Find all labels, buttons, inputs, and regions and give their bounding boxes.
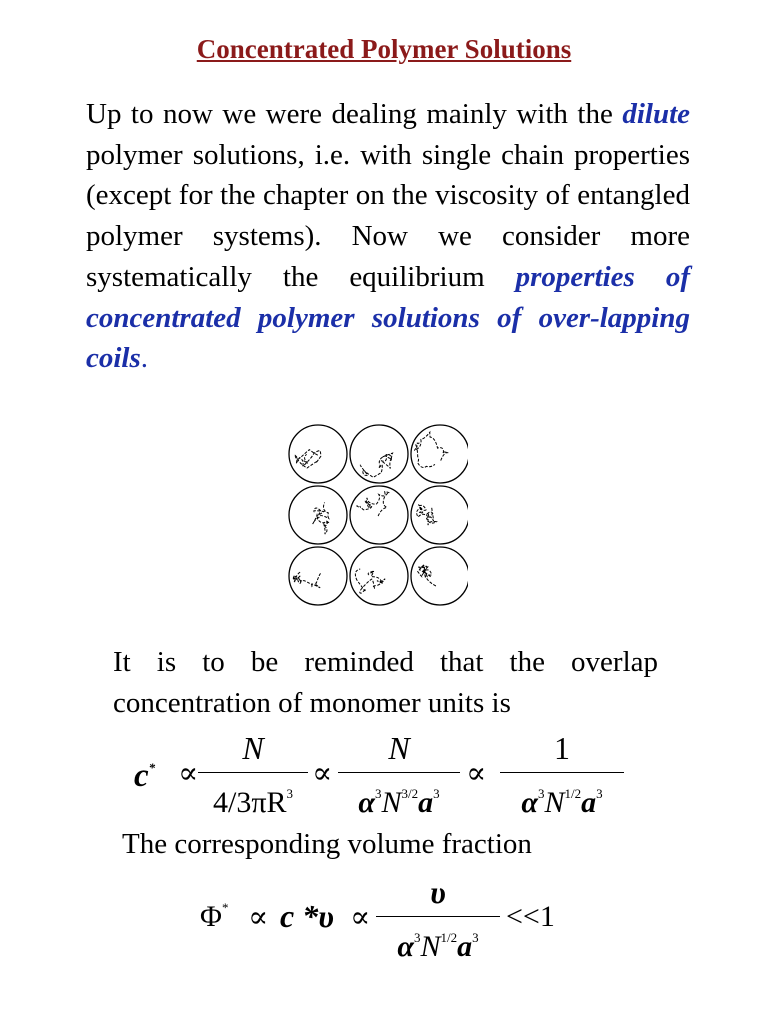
intro-paragraph (86, 94, 690, 379)
eq2-prop-2: ∝ (350, 901, 371, 934)
intro-text-end: . (140, 342, 149, 375)
volume-fraction-equation (200, 874, 580, 964)
eq1-f2-denominator: $\alpha^3N^{3/2}a^3$ (358, 786, 440, 819)
intro-text-1: Up to now we were dealing mainly with the (86, 98, 623, 130)
overlap-concentration-equation (118, 730, 638, 820)
eq1-lhs: c* (134, 758, 156, 794)
eq1-prop-1: ∝ (178, 757, 199, 790)
coil-grid-svg (288, 424, 468, 608)
eq2-mid: c *υ (280, 898, 334, 934)
eq2-rhs: <<1 (506, 900, 555, 933)
polymer-chain (415, 432, 449, 467)
polymer-chain (417, 504, 437, 525)
eq2-fraction (376, 874, 500, 964)
highlighted-phrase: properties of concentrated polymer solutions of over-lapping coils (86, 260, 690, 375)
page-title: Concentrated Polymer Solutions (196, 34, 572, 64)
polymer-chain (313, 503, 329, 535)
eq1-fraction-1 (198, 730, 308, 820)
coil-circle (289, 547, 347, 605)
coil-circle (411, 547, 468, 605)
eq1-f1-numerator: N (242, 730, 264, 766)
eq1-fraction-3 (500, 730, 624, 820)
coil-circle (289, 425, 347, 483)
eq1-fraction-2 (338, 730, 460, 820)
eq2-lhs: Φ* (200, 900, 229, 933)
overlapping-coils-figure (288, 424, 468, 608)
coil-circle (411, 425, 468, 483)
eq1-f3-numerator: 1 (554, 730, 570, 766)
polymer-chain (418, 565, 436, 586)
eq1-prop-3: ∝ (466, 757, 487, 790)
volume-fraction-text: The corresponding volume fraction (122, 828, 532, 860)
coil-circle (289, 486, 347, 544)
polymer-chain (293, 572, 320, 588)
polymer-chain (357, 492, 389, 516)
eq2-prop-1: ∝ (248, 901, 269, 934)
polymer-chain (360, 453, 392, 477)
eq1-f1-denominator: $4/3\pi R^3$ (213, 786, 293, 819)
intro-text-2: polymer solutions, i.e. with single chain properties (except for the chapter on the viscosity of entangled polymer systems). Now we consider more systematically the equilibrium (86, 138, 690, 293)
eq2-numerator: υ (430, 874, 446, 910)
overlap-paragraph: It is to be reminded that the overlap concentration of monomer units is (113, 646, 658, 719)
polymer-chain (355, 569, 385, 593)
eq2-denominator: $\alpha^3N^{1/2}a^3$ (397, 930, 479, 963)
polymer-chain (295, 450, 321, 468)
eq1-prop-2: ∝ (312, 757, 333, 790)
eq1-f3-denominator: $\alpha^3N^{1/2}a^3$ (521, 786, 603, 819)
dilute-term: dilute (622, 98, 690, 130)
eq1-f2-numerator: N (388, 730, 410, 766)
coil-circle (350, 547, 408, 605)
